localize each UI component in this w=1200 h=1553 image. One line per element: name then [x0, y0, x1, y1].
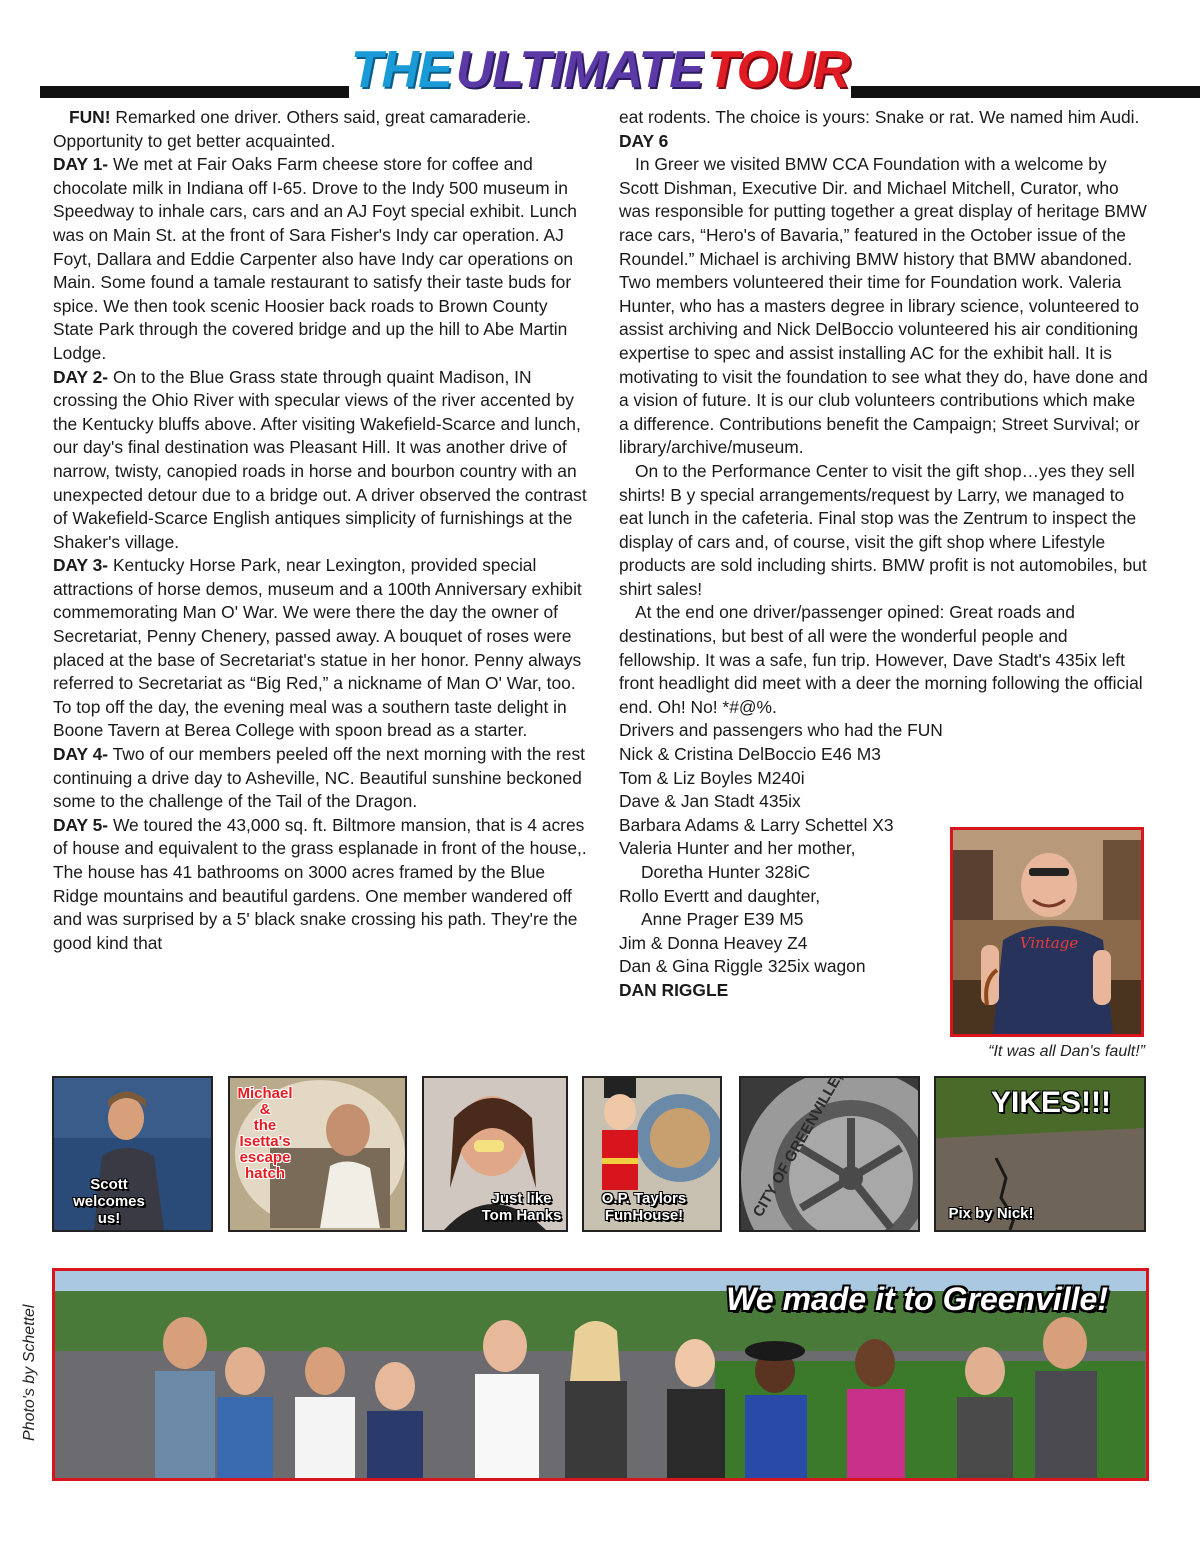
driver-line: Nick & Cristina DelBoccio E46 M3 — [619, 744, 881, 765]
day4-paragraph — [53, 743, 588, 814]
day1-label: DAY 1- — [53, 154, 109, 175]
author-byline: DAN RIGGLE — [619, 979, 729, 1000]
portrait-image — [953, 830, 1141, 1034]
thumb-caption: Just like Tom Hanks — [481, 1190, 562, 1224]
day5-text: We toured the 43,000 sq. ft. Biltmore mansion, that is 4 acres of house and equivalent to the grass esplanade in front of the house,. The house has 41 bathrooms on 3000 acres framed by the Blue Ridge mountains and beautiful gardens. One member wandered off and was surprised by a 5' black snake crossing his path. They're the good kind that — [53, 814, 587, 953]
day6-label: DAY 6 — [619, 130, 669, 151]
thumb-caption-credit: Pix by Nick! — [948, 1205, 1034, 1222]
thumb-photo-greenville-seal — [739, 1076, 920, 1232]
portrait-caption: “It was all Dan's fault!” — [988, 1043, 1145, 1060]
drivers-heading: Drivers and passengers who had the FUN — [619, 720, 943, 741]
day4-label: DAY 4- — [53, 744, 109, 765]
thumb-photo-funhouse — [582, 1076, 722, 1232]
driver-line: Valeria Hunter and her mother, — [619, 838, 856, 859]
day2-paragraph — [53, 366, 588, 555]
day3-text: Kentucky Horse Park, near Lexington, provided special attractions of horse demos, museum and a 100th Anniversary exhibit commemorating Man O' War. We were there the day the owner of Secretariat, Penny Chenery, passed away. A bouquet of roses were placed at the base of Secretariat's statue in her honor. Penny always referred to Secretariat as “Big Red,” a nickname of Man O' War, too. To top off the day, the evening meal was a southern taste delight in Boone Tavern at Berea College with spoon bread as a starter. — [53, 555, 582, 741]
day5-label: DAY 5- — [53, 814, 109, 835]
thumb-caption: Michael & the Isetta's escape hatch — [237, 1085, 293, 1182]
thumb-caption-yikes: YIKES!!! — [991, 1086, 1111, 1119]
thumb-photo-yikes — [934, 1076, 1146, 1232]
photo-credit: Photo's by Schettel — [21, 1304, 38, 1441]
day2-text: On to the Blue Grass state through quaint Madison, IN crossing the Ohio River with specular views of the river accented by the Kentucky bluffs above. After visiting Wakefield-Scarce and lunch, our day's final destination was Pleasant Hill. It was another drive of narrow, twisty, canopied roads in horse and bourbon country with an unexpected detour due to a bridge out. A driver observed the contrast of Wakefield-Scarce English antiques simplicity of furnishings at the Shaker's village. — [53, 366, 587, 552]
day6-paragraph-3: At the end one driver/passenger opined: Great roads and destinations, but best of all were the wonderful people and fellowship. It was a safe, fun trip. However, Dave Stadt's 435ix left front headlight did meet with a deer the morning following the official end. Oh! No! *#@%. — [619, 602, 1143, 717]
group-photo-banner — [52, 1268, 1149, 1481]
thumb-photo-scott — [52, 1076, 213, 1232]
thumb-photo-tom-hanks — [422, 1076, 568, 1232]
portrait-photo — [950, 827, 1144, 1037]
day6-paragraph-2: On to the Performance Center to visit the gift shop…yes they sell shirts! B y special arrangements/request by Larry, we managed to eat lunch in the cafeteria. Final stop was the Zentrum to inspect the display of cars and, of course, visit the gift shop where Lifestyle products are sold including shirts. BMW profit is not automobiles, but shirt sales! — [619, 460, 1147, 599]
driver-line: Barbara Adams & Larry Schettel X3 — [619, 814, 894, 835]
day1-text: We met at Fair Oaks Farm cheese store for coffee and chocolate milk in Indiana off I-65. Drove to the Indy 500 museum in Speedway to inhale cars, cars and an AJ Foyt special exhibit. Lunch was on Main St. at the front of Sara Fisher's Indy car operation. AJ Foyt, Dallara and Eddie Carpenter also have Indy car operations on Main. Some found a tamale restaurant to satisfy their taste buds for spice. We then took scenic Hoosier back roads to Brown County State Park through the covered bridge and up the hill to Abe Martin Lodge. — [53, 154, 577, 363]
thumb-image — [741, 1078, 918, 1230]
title-word-tour: TOUR — [706, 41, 850, 99]
thumb-caption: O.P. Taylors FunHouse! — [601, 1190, 687, 1224]
article-left-column — [53, 106, 588, 955]
driver-line: Dave & Jan Stadt 435ix — [619, 791, 801, 812]
thumb-photo-michael — [228, 1076, 407, 1232]
driver-line: Jim & Donna Heavey Z4 — [619, 932, 808, 953]
day1-paragraph — [53, 153, 588, 365]
driver-line: Rollo Evertt and daughter, — [619, 885, 821, 906]
intro-paragraph — [53, 106, 588, 153]
banner-title: We made it to Greenville! — [726, 1281, 1108, 1317]
intro-lead: FUN! — [69, 107, 111, 127]
seal-text: CITY OF GREENVILLE, — [749, 1078, 847, 1220]
day5-paragraph — [53, 814, 588, 956]
driver-line: Dan & Gina Riggle 325ix wagon — [619, 956, 866, 977]
day3-label: DAY 3- — [53, 555, 109, 576]
day4-text: Two of our members peeled off the next morning with the rest continuing a drive day to Asheville, NC. Beautiful sunshine beckoned some to the challenge of the Tail of the Dragon. — [53, 744, 585, 812]
portrait-shirt-text: Vintage — [1019, 934, 1079, 952]
continued-paragraph: eat rodents. The choice is yours: Snake or rat. We named him Audi. — [619, 107, 1140, 127]
day6-paragraph-1: In Greer we visited BMW CCA Foundation with a welcome by Scott Dishman, Executive Dir. and Michael Mitchell, Curator, who was responsible for putting together a great display of heritage BMW race cars, “Hero's of Bavaria,” featured in the October issue of the Roundel.” Michael is archiving BMW history that BMW abandoned. Two members volunteered their time for Foundation work. Valeria Hunter, who has a masters degree in library science, volunteered to assist archiving and Nick DelBoccio volunteered his air conditioning expertise to spec and assist installing AC for the exhibit hall. It is motivating to visit the foundation to see what they do, have done and a vision of future. It is our club volunteers contributions which make a difference. Contributions benefit the Campaign; Street Survival; or library/archive/museum. — [619, 154, 1148, 458]
title-word-the: THE — [350, 41, 452, 99]
driver-line: Doretha Hunter 328iC — [641, 862, 811, 882]
intro-text: Remarked one driver. Others said, great camaraderie. Opportunity to get better acquainted. — [53, 107, 532, 151]
page-title — [0, 40, 1200, 100]
day2-label: DAY 2- — [53, 366, 109, 387]
driver-line: Tom & Liz Boyles M240i — [619, 767, 805, 788]
day3-paragraph — [53, 554, 588, 743]
thumb-caption: Scott welcomes us! — [73, 1176, 145, 1227]
driver-line: Anne Prager E39 M5 — [641, 909, 804, 930]
title-word-ultimate: ULTIMATE — [455, 41, 703, 99]
